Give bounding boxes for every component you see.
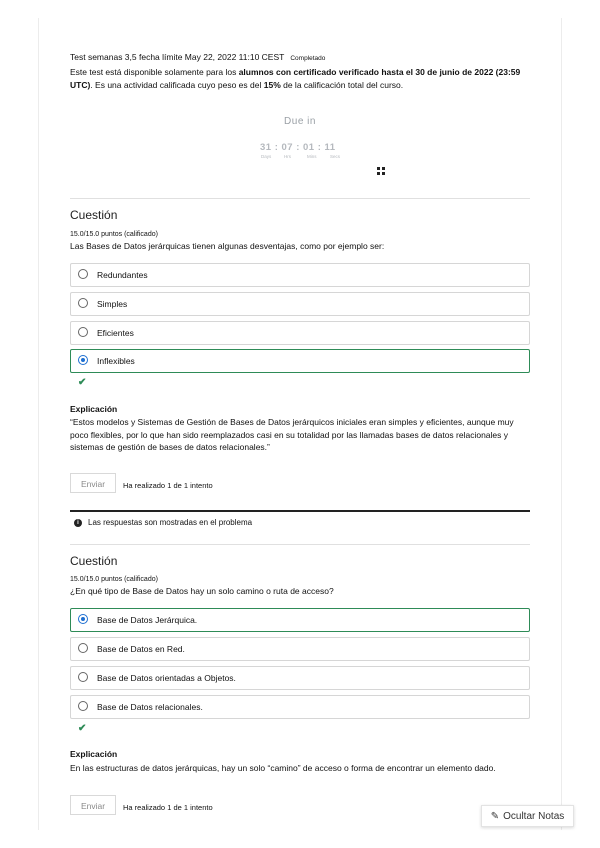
q2-attempts: Ha realizado 1 de 1 intento bbox=[123, 803, 213, 812]
q1-explanation-text: “Estos modelos y Sistemas de Gestión de Bases de Datos jerárquicos iniciales eran simples y eficientes, aunque muy poco flexibles, por lo que han sido reemplazados casi en su totalidad por las llamadas bases de datos relacionales y sistemas de gestión de bases de datos relacionales.” bbox=[70, 417, 514, 452]
page-border-right bbox=[561, 18, 562, 830]
q1-attempts: Ha realizado 1 de 1 intento bbox=[123, 481, 213, 490]
assignment-header bbox=[70, 52, 325, 62]
q1-option-2[interactable]: Simples bbox=[70, 292, 530, 316]
radio-icon[interactable] bbox=[78, 269, 88, 279]
notice-bar bbox=[70, 510, 530, 512]
q2-option-1[interactable]: Base de Datos Jerárquica. bbox=[70, 608, 530, 632]
q2-explanation-title: Explicación bbox=[70, 749, 118, 759]
radio-icon[interactable] bbox=[78, 643, 88, 653]
q2-option-2[interactable]: Base de Datos en Red. bbox=[70, 637, 530, 661]
question-1-text: Las Bases de Datos jerárquicas tienen algunas desventajas, como por ejemplo ser: bbox=[70, 241, 385, 251]
q1-explanation-title: Explicación bbox=[70, 404, 118, 414]
answers-notice: i Las respuestas son mostradas en el problema bbox=[74, 518, 252, 527]
radio-icon[interactable] bbox=[78, 327, 88, 337]
radio-selected-icon[interactable] bbox=[78, 355, 88, 365]
q2-submit-button[interactable]: Enviar bbox=[70, 795, 116, 815]
countdown-timer: 31 : 07 : 01 : 11 bbox=[260, 142, 336, 153]
correct-check-icon: ✔ bbox=[78, 377, 87, 388]
countdown-labels: Days Hrs Mins Secs bbox=[261, 154, 341, 159]
q2-explanation-text: En las estructuras de datos jerárquicas, hay un solo “camino” de acceso o forma de encontrar un elemento dado. bbox=[70, 763, 496, 773]
expand-grid-icon[interactable] bbox=[377, 167, 385, 175]
q1-option-4[interactable]: Inflexibles bbox=[70, 349, 530, 373]
assignment-title: Test semanas 3,5 fecha límite May 22, 2022 11:10 CEST bbox=[70, 52, 285, 62]
question-1-title: Cuestión bbox=[70, 208, 118, 222]
q1-submit-button[interactable]: Enviar bbox=[70, 473, 116, 493]
status-badge: Completado bbox=[290, 55, 326, 62]
radio-icon[interactable] bbox=[78, 298, 88, 308]
section-divider bbox=[70, 198, 530, 199]
radio-selected-icon[interactable] bbox=[78, 614, 88, 624]
radio-icon[interactable] bbox=[78, 672, 88, 682]
due-title: Due in bbox=[284, 116, 316, 127]
radio-icon[interactable] bbox=[78, 701, 88, 711]
question-2-text: ¿En qué tipo de Base de Datos hay un solo camino o ruta de acceso? bbox=[70, 586, 334, 596]
q2-option-4[interactable]: Base de Datos relacionales. bbox=[70, 695, 530, 719]
hide-notes-button[interactable]: ✎ Ocultar Notas bbox=[481, 805, 574, 827]
q1-option-3[interactable]: Eficientes bbox=[70, 321, 530, 345]
q1-option-1[interactable]: Redundantes bbox=[70, 263, 530, 287]
question-2-title: Cuestión bbox=[70, 554, 118, 568]
info-icon: i bbox=[74, 519, 82, 527]
pencil-icon: ✎ bbox=[490, 810, 500, 822]
intro-text: Este test está disponible solamente para los alumnos con certificado verificado hasta el 30 de junio de 2022 (23:59 UTC). Es una actividad calificada cuyo peso es del 15% de la calificación total del curso. bbox=[70, 67, 521, 90]
correct-check-icon: ✔ bbox=[78, 723, 87, 734]
section-divider bbox=[70, 544, 530, 545]
page-border-left bbox=[38, 18, 39, 830]
question-1-points: 15.0/15.0 puntos (calificado) bbox=[70, 231, 158, 238]
q2-option-3[interactable]: Base de Datos orientadas a Objetos. bbox=[70, 666, 530, 690]
question-2-points: 15.0/15.0 puntos (calificado) bbox=[70, 576, 158, 583]
